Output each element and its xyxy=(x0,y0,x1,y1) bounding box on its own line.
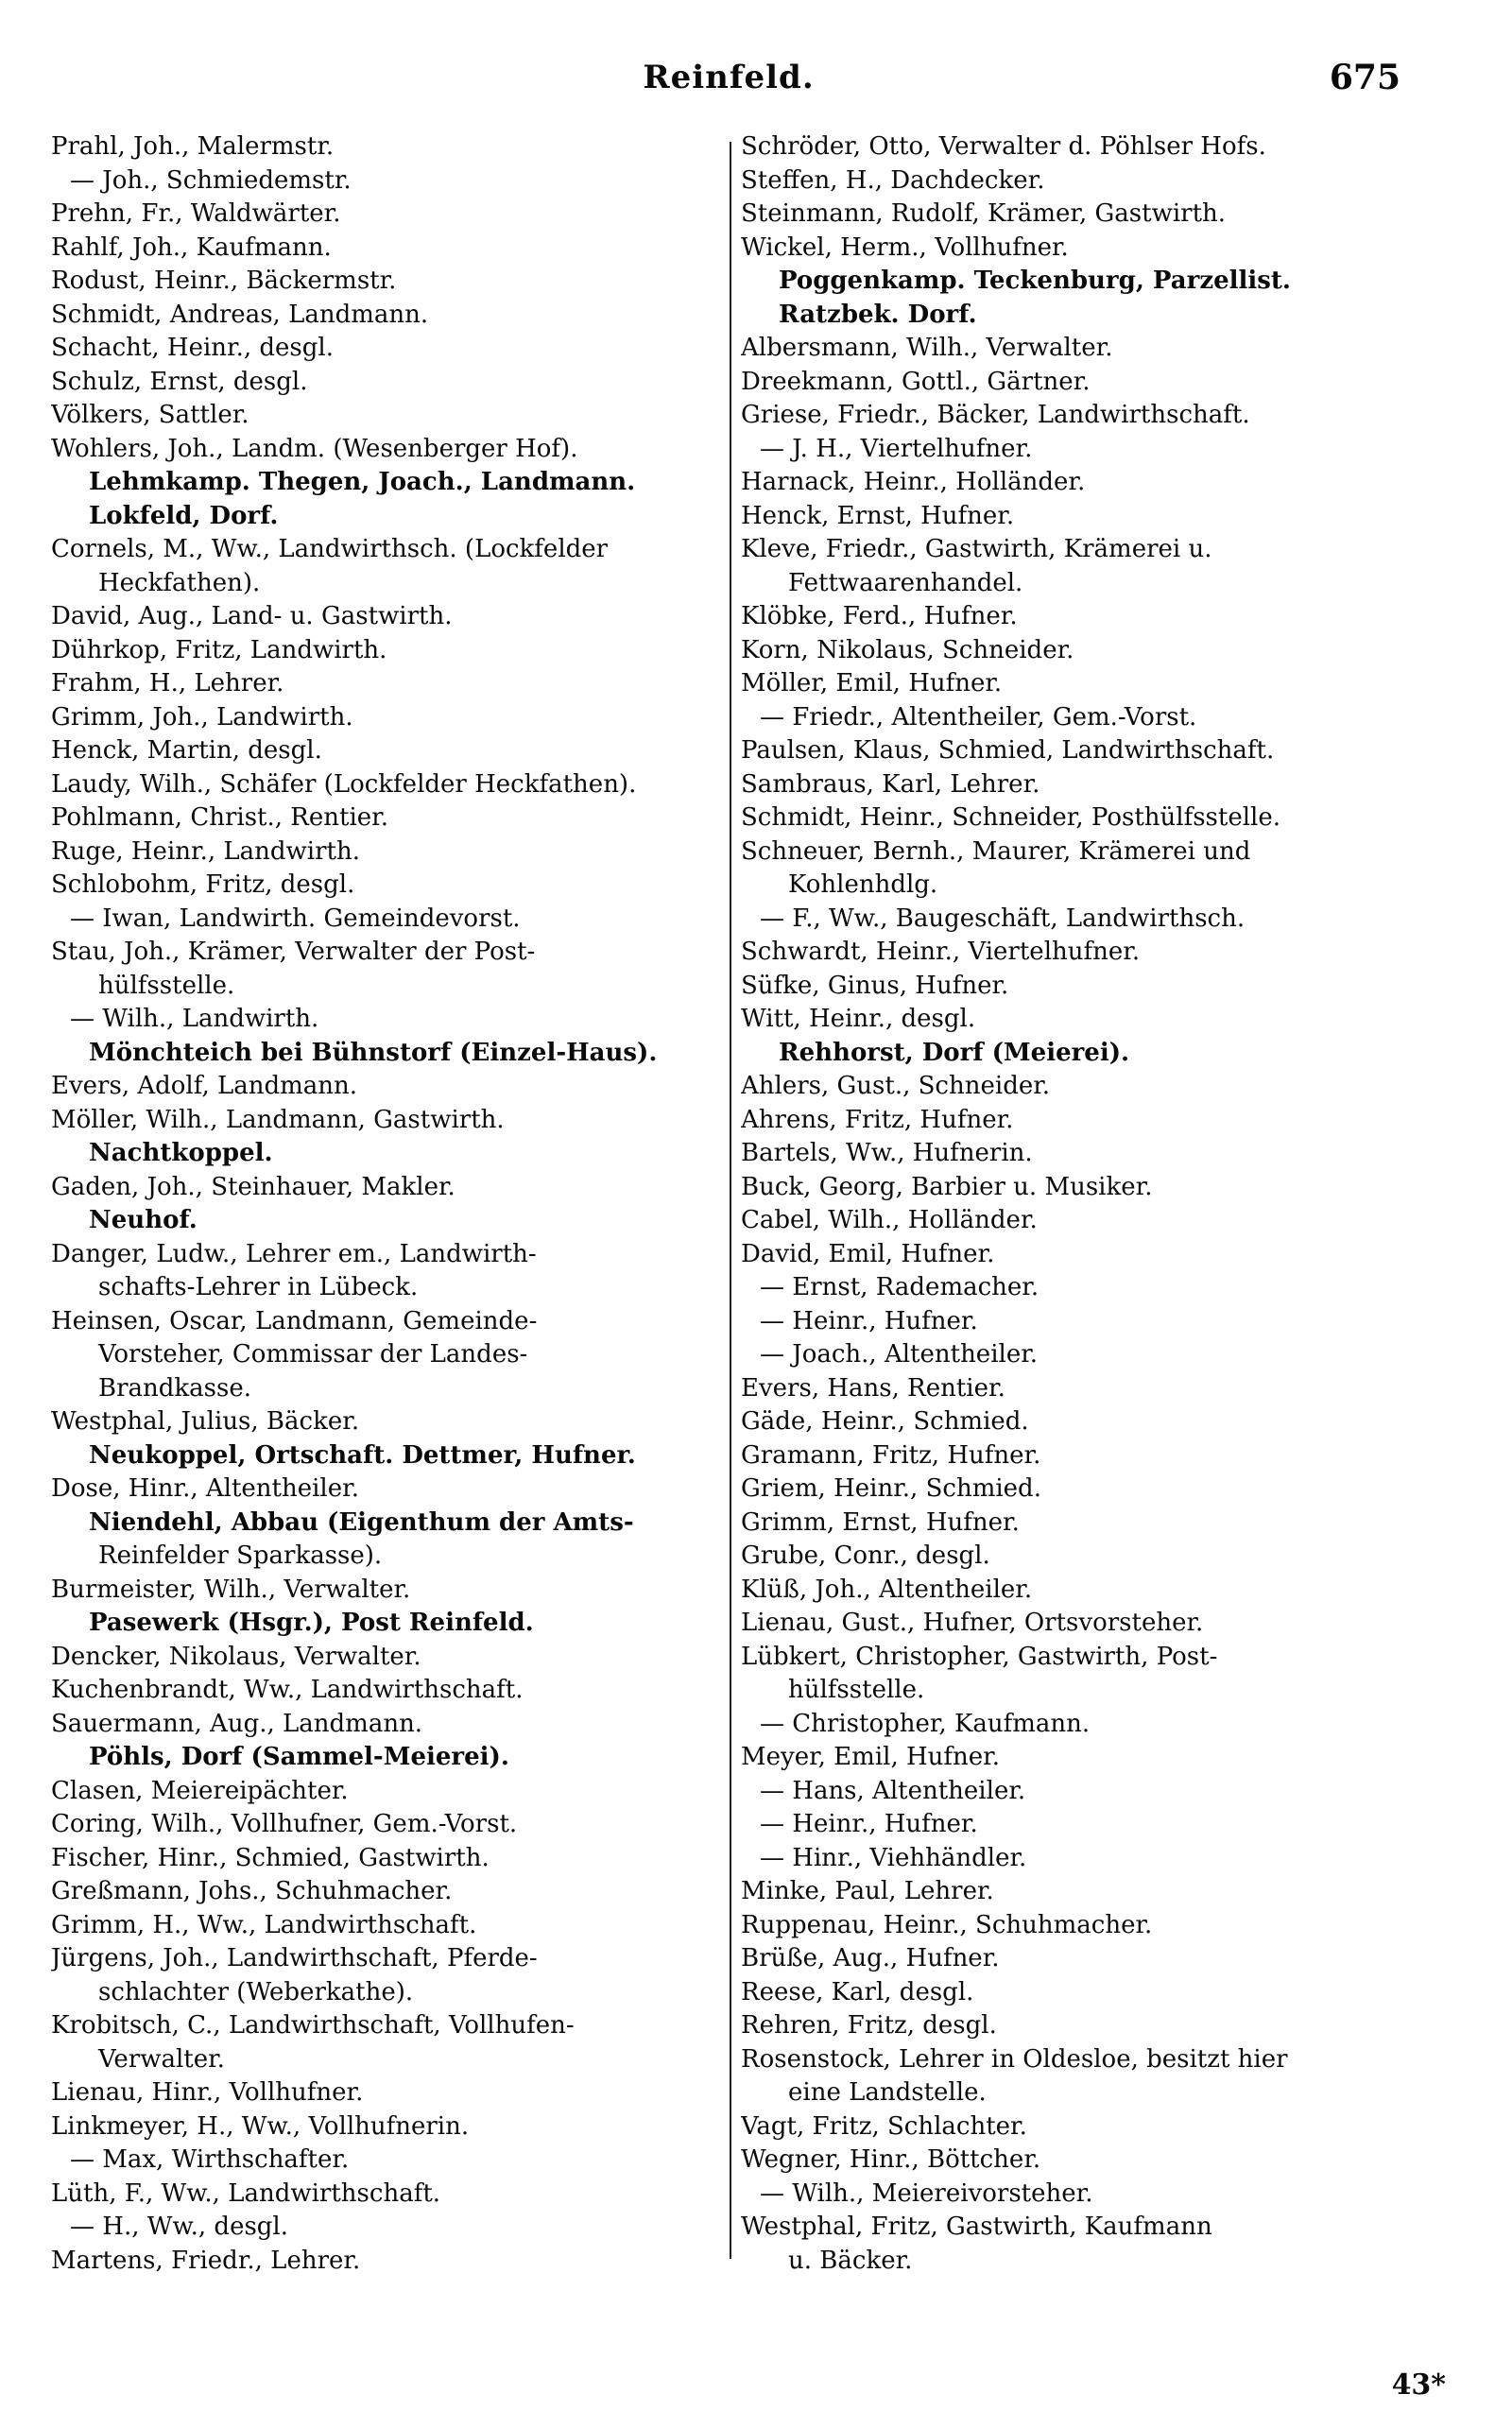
directory-entry: — Heinr., Hufner. xyxy=(760,1306,978,1335)
directory-entry: Dreekmann, Gottl., Gärtner. xyxy=(741,367,1091,396)
directory-entry: Rehren, Fritz, desgl. xyxy=(741,2011,997,2040)
place-heading: Mönchteich bei Bühnstorf (Einzel-Haus). xyxy=(89,1038,658,1067)
directory-entry: Laudy, Wilh., Schäfer (Lockfelder Heckfathen). xyxy=(51,769,637,799)
directory-entry: Völkers, Sattler. xyxy=(51,401,249,429)
directory-entry: Grimm, Joh., Landwirth. xyxy=(51,702,353,732)
directory-entry: Paulsen, Klaus, Schmied, Landwirthschaft. xyxy=(741,736,1275,765)
directory-entry: — J. H., Viertelhufner. xyxy=(760,434,1033,463)
directory-entry: — Christopher, Kaufmann. xyxy=(760,1709,1091,1738)
directory-entry: Schacht, Heinr., desgl. xyxy=(51,334,334,362)
left-column xyxy=(51,130,724,2362)
directory-entry: Burmeister, Wilh., Verwalter. xyxy=(51,1575,411,1604)
directory-entry: — Max, Wirthschafter. xyxy=(70,2145,350,2174)
directory-entry: Evers, Adolf, Landmann. xyxy=(51,1072,358,1100)
directory-entry: Sauermann, Aug., Landmann. xyxy=(51,1709,423,1738)
directory-entry: — Wilh., Meiereivorsteher. xyxy=(760,2178,1093,2208)
directory-entry: Jürgens, Joh., Landwirthschaft, Pferde- xyxy=(51,1944,538,1972)
directory-entry: Kuchenbrandt, Ww., Landwirthschaft. xyxy=(51,1676,524,1704)
directory-entry: Reese, Karl, desgl. xyxy=(741,1977,974,2006)
directory-entry: Rodust, Heinr., Bäckermstr. xyxy=(51,267,397,295)
directory-entry: Süfke, Ginus, Hufner. xyxy=(741,971,1009,1000)
directory-entry: Prahl, Joh., Malermstr. xyxy=(51,132,335,161)
entry-continuation: hülfsstelle. xyxy=(788,1676,925,1704)
directory-entry: Lübkert, Christopher, Gastwirth, Post- xyxy=(741,1642,1218,1671)
directory-entry: — H., Ww., desgl. xyxy=(70,2213,289,2241)
entry-continuation: hülfsstelle. xyxy=(98,971,235,1000)
directory-entry: Meyer, Emil, Hufner. xyxy=(741,1743,1000,1771)
directory-entry: Coring, Wilh., Vollhufner, Gem.-Vorst. xyxy=(51,1810,518,1838)
directory-entry: Henck, Ernst, Hufner. xyxy=(741,501,1015,530)
directory-entry: Dencker, Nikolaus, Verwalter. xyxy=(51,1642,421,1671)
directory-entry: Dose, Hinr., Altentheiler. xyxy=(51,1474,359,1503)
place-heading: Poggenkamp. Teckenburg, Parzellist. xyxy=(779,267,1291,295)
directory-entry: Steinmann, Rudolf, Krämer, Gastwirth. xyxy=(741,199,1227,228)
directory-entry: Wohlers, Joh., Landm. (Wesenberger Hof). xyxy=(51,434,578,463)
directory-entry: Danger, Ludw., Lehrer em., Landwirth- xyxy=(51,1239,537,1268)
directory-entry: Prehn, Fr., Waldwärter. xyxy=(51,199,341,228)
directory-entry: Westphal, Fritz, Gastwirth, Kaufmann xyxy=(741,2213,1212,2241)
directory-entry: Schmidt, Andreas, Landmann. xyxy=(51,300,429,329)
directory-entry: Klöbke, Ferd., Hufner. xyxy=(741,602,1018,630)
place-heading: Neuhof. xyxy=(89,1206,198,1234)
directory-entry: Gäde, Heinr., Schmied. xyxy=(741,1407,1029,1436)
page-title: Reinfeld. xyxy=(643,59,815,96)
directory-entry: Ruge, Heinr., Landwirth. xyxy=(51,836,360,866)
directory-entry: Korn, Nikolaus, Schneider. xyxy=(741,635,1074,664)
directory-entry: Vagt, Fritz, Schlachter. xyxy=(741,2111,1027,2141)
directory-entry: Schneuer, Bernh., Maurer, Krämerei und xyxy=(741,836,1251,866)
directory-entry: Dührkop, Fritz, Landwirth. xyxy=(51,635,387,664)
directory-entry: Grube, Conr., desgl. xyxy=(741,1541,990,1570)
directory-entry: — Hans, Altentheiler. xyxy=(760,1776,1026,1805)
entry-continuation: eine Landstelle. xyxy=(788,2078,987,2107)
directory-entry: Möller, Wilh., Landmann, Gastwirth. xyxy=(51,1105,505,1134)
directory-entry: Ahrens, Fritz, Hufner. xyxy=(741,1105,1014,1134)
directory-entry: — Heinr., Hufner. xyxy=(760,1810,978,1838)
directory-entry: Cabel, Wilh., Holländer. xyxy=(741,1206,1038,1234)
directory-entry: Steffen, H., Dachdecker. xyxy=(741,165,1045,195)
directory-entry: — Wilh., Landwirth. xyxy=(70,1005,319,1033)
directory-entry: Lienau, Gust., Hufner, Ortsvorsteher. xyxy=(741,1609,1204,1637)
entry-continuation: u. Bäcker. xyxy=(788,2246,913,2275)
directory-entry: Sambraus, Karl, Lehrer. xyxy=(741,769,1040,799)
directory-entry: Bartels, Ww., Hufnerin. xyxy=(741,1139,1033,1167)
directory-entry: Grimm, Ernst, Hufner. xyxy=(741,1507,1020,1537)
directory-entry: Wegner, Hinr., Böttcher. xyxy=(741,2145,1041,2174)
directory-entry: Wickel, Herm., Vollhufner. xyxy=(741,232,1069,262)
directory-entry: Griese, Friedr., Bäcker, Landwirthschaft. xyxy=(741,401,1250,429)
directory-entry: Lienau, Hinr., Vollhufner. xyxy=(51,2078,364,2107)
place-heading: Pöhls, Dorf (Sammel-Meierei). xyxy=(89,1743,509,1771)
directory-entry: Krobitsch, C., Landwirthschaft, Vollhufen- xyxy=(51,2011,575,2040)
entry-continuation: schlachter (Weberkathe). xyxy=(98,1977,414,2006)
directory-entry: Klüß, Joh., Altentheiler. xyxy=(741,1575,1033,1604)
directory-entry: — F., Ww., Baugeschäft, Landwirthsch. xyxy=(760,904,1246,933)
directory-entry: — Joh., Schmiedemstr. xyxy=(70,165,352,195)
running-head xyxy=(57,49,1400,106)
directory-entry: Griem, Heinr., Schmied. xyxy=(741,1474,1041,1503)
directory-entry: Grimm, H., Ww., Landwirthschaft. xyxy=(51,1910,477,1939)
place-heading: Lehmkamp. Thegen, Joach., Landmann. xyxy=(89,468,636,496)
directory-entry: Ruppenau, Heinr., Schuhmacher. xyxy=(741,1910,1153,1939)
directory-entry: Schlobohm, Fritz, desgl. xyxy=(51,870,355,899)
place-heading: Lokfeld, Dorf. xyxy=(89,501,279,530)
column-divider xyxy=(730,142,731,2259)
directory-entry: Cornels, M., Ww., Landwirthsch. (Lockfelder xyxy=(51,535,609,563)
directory-entry: Schröder, Otto, Verwalter d. Pöhlser Hofs. xyxy=(741,132,1266,161)
right-column xyxy=(741,130,1440,2362)
directory-entry: — Friedr., Altentheiler, Gem.-Vorst. xyxy=(760,702,1197,732)
directory-entry: Witt, Heinr., desgl. xyxy=(741,1005,976,1033)
entry-continuation: Vorsteher, Commissar der Landes- xyxy=(98,1340,528,1369)
directory-entry: Henck, Martin, desgl. xyxy=(51,736,322,765)
place-heading: Rehhorst, Dorf (Meierei). xyxy=(779,1038,1130,1067)
place-heading: Pasewerk (Hsgr.), Post Reinfeld. xyxy=(89,1609,534,1637)
directory-entry: Albersmann, Wilh., Verwalter. xyxy=(741,334,1113,362)
entry-continuation: Heckfathen). xyxy=(98,568,261,597)
directory-entry: Rosenstock, Lehrer in Oldesloe, besitzt hier xyxy=(741,2044,1288,2074)
directory-entry: Schwardt, Heinr., Viertelhufner. xyxy=(741,938,1141,966)
entry-continuation: Verwalter. xyxy=(98,2044,225,2074)
place-heading: Neukoppel, Ortschaft. Dettmer, Hufner. xyxy=(89,1440,636,1470)
directory-entry: Ahlers, Gust., Schneider. xyxy=(741,1072,1051,1100)
directory-entry: Stau, Joh., Krämer, Verwalter der Post- xyxy=(51,938,536,966)
entry-continuation: Brandkasse. xyxy=(98,1373,252,1403)
directory-entry: — Hinr., Viehhändler. xyxy=(760,1843,1027,1872)
directory-entry: Linkmeyer, H., Ww., Vollhufnerin. xyxy=(51,2111,470,2141)
directory-entry: — Iwan, Landwirth. Gemeindevorst. xyxy=(70,904,521,933)
directory-entry: Clasen, Meiereipächter. xyxy=(51,1776,349,1805)
directory-entry: Lüth, F., Ww., Landwirthschaft. xyxy=(51,2178,441,2208)
directory-entry: Harnack, Heinr., Holländer. xyxy=(741,468,1086,496)
directory-entry: Rahlf, Joh., Kaufmann. xyxy=(51,232,332,262)
directory-entry: David, Aug., Land- u. Gastwirth. xyxy=(51,602,453,630)
directory-entry: Minke, Paul, Lehrer. xyxy=(741,1877,994,1905)
entry-continuation: schafts-Lehrer in Lübeck. xyxy=(98,1273,419,1301)
directory-entry: Schmidt, Heinr., Schneider, Posthülfsstelle. xyxy=(741,803,1281,832)
place-heading: Ratzbek. Dorf. xyxy=(779,300,977,329)
directory-entry: Martens, Friedr., Lehrer. xyxy=(51,2246,361,2275)
directory-entry: Kleve, Friedr., Gastwirth, Krämerei u. xyxy=(741,535,1212,563)
directory-entry: — Joach., Altentheiler. xyxy=(760,1340,1039,1369)
signature-mark: 43* xyxy=(1391,2368,1446,2402)
directory-entry: Pohlmann, Christ., Rentier. xyxy=(51,803,388,832)
entry-continuation: Reinfelder Sparkasse). xyxy=(98,1541,383,1570)
place-heading: Niendehl, Abbau (Eigenthum der Amts- xyxy=(89,1507,634,1537)
directory-entry: Möller, Emil, Hufner. xyxy=(741,669,1003,697)
directory-entry: David, Emil, Hufner. xyxy=(741,1239,995,1268)
directory-entry: Heinsen, Oscar, Landmann, Gemeinde- xyxy=(51,1306,538,1335)
directory-entry: Gramann, Fritz, Hufner. xyxy=(741,1440,1041,1470)
directory-entry: Fischer, Hinr., Schmied, Gastwirth. xyxy=(51,1843,490,1872)
directory-entry: Gaden, Joh., Steinhauer, Makler. xyxy=(51,1172,455,1201)
directory-entry: Frahm, H., Lehrer. xyxy=(51,669,284,697)
directory-entry: Brüße, Aug., Hufner. xyxy=(741,1944,1000,1972)
entry-continuation: Fettwaarenhandel. xyxy=(788,568,1023,597)
directory-entry: Schulz, Ernst, desgl. xyxy=(51,367,308,396)
directory-entry: Evers, Hans, Rentier. xyxy=(741,1373,1005,1403)
page-number: 675 xyxy=(1329,58,1400,97)
directory-entry: Buck, Georg, Barbier u. Musiker. xyxy=(741,1172,1153,1201)
directory-entry: Greßmann, Johs., Schuhmacher. xyxy=(51,1877,453,1905)
directory-entry: Westphal, Julius, Bäcker. xyxy=(51,1407,360,1436)
directory-entry: — Ernst, Rademacher. xyxy=(760,1273,1040,1301)
entry-continuation: Kohlenhdlg. xyxy=(788,870,938,899)
place-heading: Nachtkoppel. xyxy=(89,1139,273,1167)
